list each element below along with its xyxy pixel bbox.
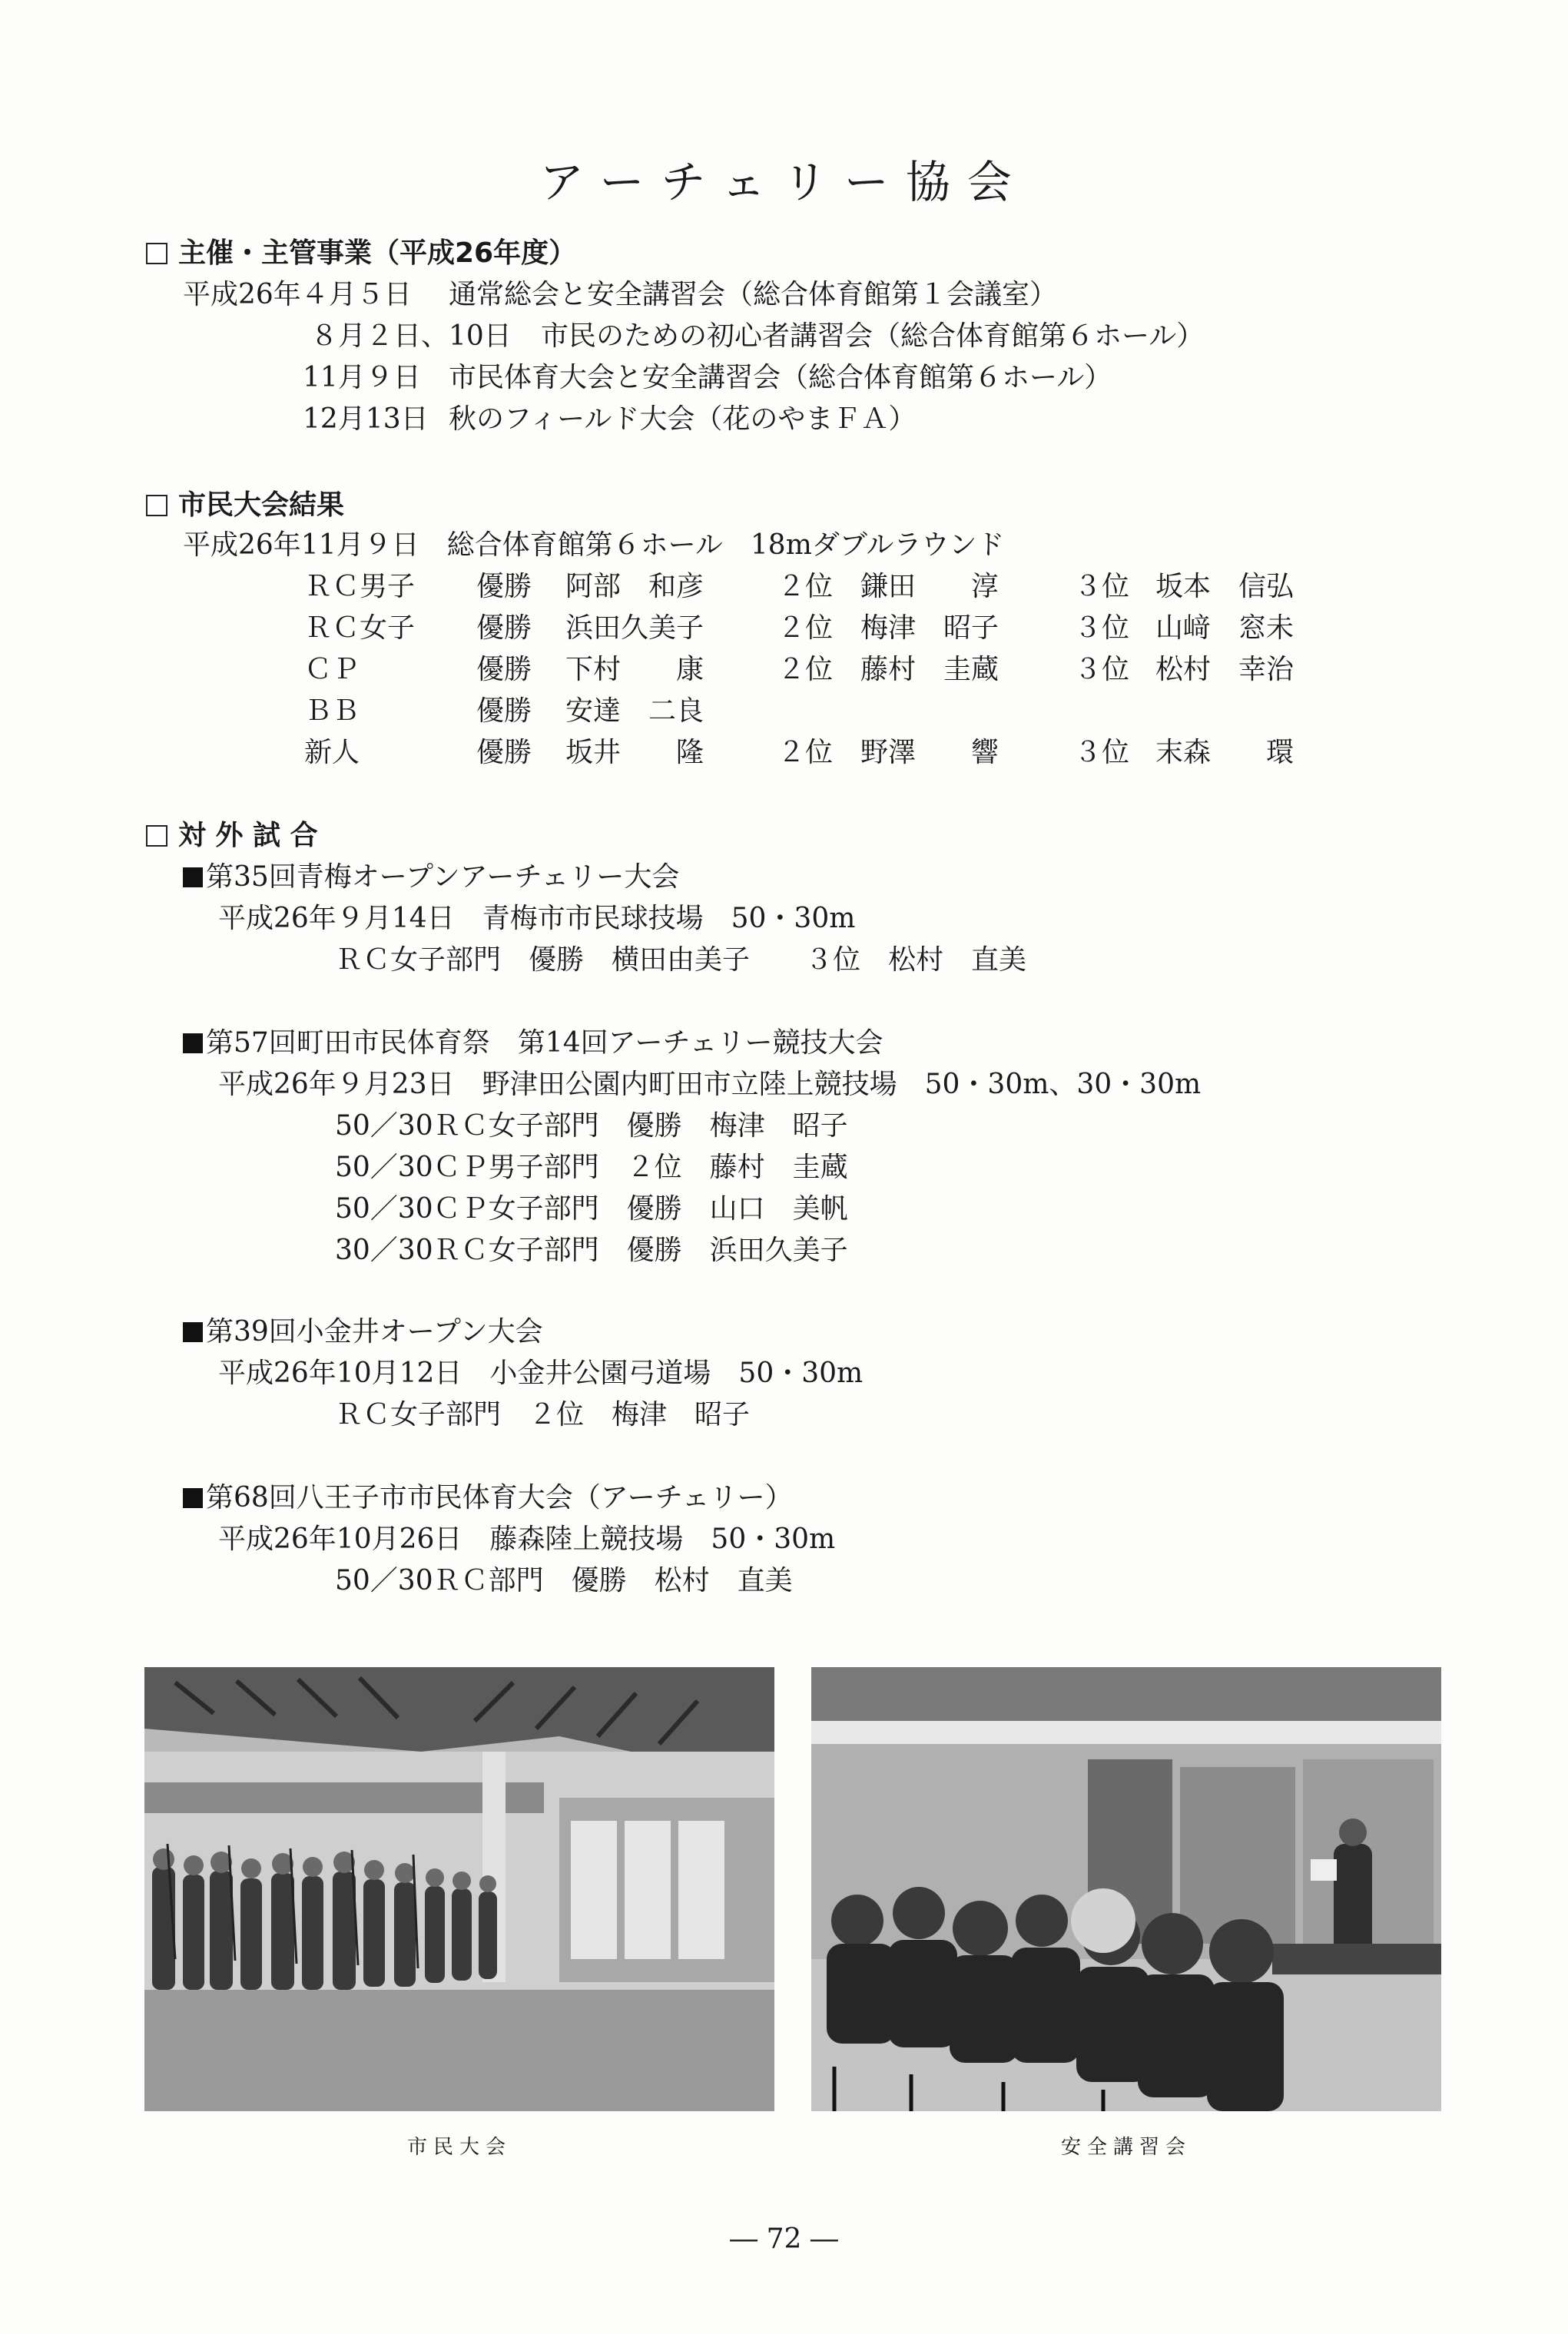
event-item: ８月２日、10日	[310, 320, 512, 352]
external-event-name: 第39回小金井オープン大会	[183, 1315, 543, 1349]
result-cell-category: ＲＣ男子	[304, 571, 416, 602]
external-event-info: 平成26年10月26日 藤森陸上競技場 50・30m	[218, 1523, 836, 1555]
external-event-name: 第57回町田市民体育祭 第14回アーチェリー競技大会	[183, 1026, 883, 1060]
external-event-result: 50／30ＣＰ男子部門 ２位 藤村 圭蔵	[335, 1152, 848, 1183]
square-bullet-icon	[183, 1322, 203, 1342]
result-cell-n1: 阿部 和彦	[565, 571, 704, 602]
section-heading-events: 主催・主管事業（平成26年度）	[146, 237, 576, 270]
result-cell-n3: 末森 環	[1155, 737, 1295, 768]
result-cell-n2: 梅津 昭子	[860, 612, 999, 644]
result-cell-n2: 鎌田 淳	[860, 571, 999, 602]
result-cell-r1: 優勝	[476, 654, 532, 685]
result-cell-n3: 山﨑 窓未	[1155, 612, 1295, 644]
photo-caption: 市民大会	[406, 2136, 512, 2159]
external-event-info: 平成26年10月12日 小金井公園弓道場 50・30m	[218, 1358, 864, 1389]
archery-hall-photo-icon	[144, 1667, 774, 2111]
checkbox-icon	[146, 825, 167, 847]
event-item-text: 秋のフィールド大会（花のやまＦＡ）	[449, 403, 917, 435]
checkbox-icon	[146, 495, 167, 516]
result-cell-category: ＲＣ女子	[304, 612, 416, 644]
event-item-text: 市民のための初心者講習会（総合体育館第６ホール）	[541, 320, 1205, 352]
result-cell-r3: ３位	[1074, 654, 1130, 685]
checkbox-icon	[146, 243, 167, 264]
result-cell-r3: ３位	[1074, 612, 1130, 644]
result-cell-r2: ２位	[777, 737, 834, 768]
external-event-name: 第35回青梅オープンアーチェリー大会	[183, 860, 679, 894]
photo-caption: 安全講習会	[1060, 2136, 1192, 2159]
result-cell-r1: 優勝	[476, 571, 532, 602]
result-cell-r2: ２位	[777, 654, 834, 685]
result-cell-r3: ３位	[1074, 737, 1130, 768]
result-cell-category: 新人	[304, 737, 360, 768]
result-cell-category: ＢＢ	[304, 695, 360, 727]
result-cell-n2: 野澤 響	[860, 737, 999, 768]
event-item-text: 通常総会と安全講習会（総合体育館第１会議室）	[449, 279, 1058, 310]
result-cell-r3: ３位	[1074, 571, 1130, 602]
result-cell-n1: 浜田久美子	[565, 612, 704, 644]
result-cell-n1: 安達 二良	[565, 695, 704, 727]
external-event-result: ＲＣ女子部門 ２位 梅津 昭子	[335, 1399, 751, 1431]
result-cell-n1: 坂井 隆	[565, 737, 704, 768]
result-cell-n3: 松村 幸治	[1155, 654, 1295, 685]
result-cell-n3: 坂本 信弘	[1155, 571, 1295, 602]
external-event-result: 50／30ＲＣ女子部門 優勝 梅津 昭子	[335, 1110, 848, 1142]
square-bullet-icon	[183, 1488, 203, 1508]
result-cell-n1: 下村 康	[565, 654, 704, 685]
result-cell-category: ＣＰ	[304, 654, 360, 685]
result-cell-r2: ２位	[777, 571, 834, 602]
square-bullet-icon	[183, 867, 203, 887]
event-item: 平成26年４月５日	[183, 279, 412, 310]
result-cell-r1: 優勝	[476, 737, 532, 768]
external-event-result: 50／30ＣＰ女子部門 優勝 山口 美帆	[335, 1193, 848, 1225]
photo-safety-seminar	[811, 1667, 1441, 2111]
result-cell-r1: 優勝	[476, 612, 532, 644]
page-number: ― 72 ―	[730, 2223, 838, 2255]
event-item-text: 市民体育大会と安全講習会（総合体育館第６ホール）	[449, 362, 1112, 393]
external-event-result: 50／30ＲＣ部門 優勝 松村 直美	[335, 1565, 793, 1596]
section-heading-results: 市民大会結果	[146, 489, 344, 522]
result-cell-n2: 藤村 圭蔵	[860, 654, 999, 685]
seminar-photo-icon	[811, 1667, 1441, 2111]
external-event-result: 30／30ＲＣ女子部門 優勝 浜田久美子	[335, 1235, 848, 1266]
external-event-name: 第68回八王子市市民体育大会（アーチェリー）	[183, 1481, 793, 1515]
result-cell-r2: ２位	[777, 612, 834, 644]
page-title: アーチェリー協会	[539, 156, 1029, 208]
section-heading-external: 対 外 試 合	[146, 819, 318, 853]
results-info: 平成26年11月９日 総合体育館第６ホール 18mダブルラウンド	[183, 529, 1005, 561]
event-item: 11月９日	[303, 362, 421, 393]
external-event-info: 平成26年９月23日 野津田公園内町田市立陸上競技場 50・30m、30・30m	[218, 1069, 1202, 1100]
event-item: 12月13日	[303, 403, 429, 435]
photo-citizen-tournament	[144, 1667, 774, 2111]
external-event-result: ＲＣ女子部門 優勝 横田由美子 ３位 松村 直美	[335, 944, 1027, 976]
result-cell-r1: 優勝	[476, 695, 532, 727]
external-event-info: 平成26年９月14日 青梅市市民球技場 50・30m	[218, 903, 856, 934]
square-bullet-icon	[183, 1033, 203, 1053]
